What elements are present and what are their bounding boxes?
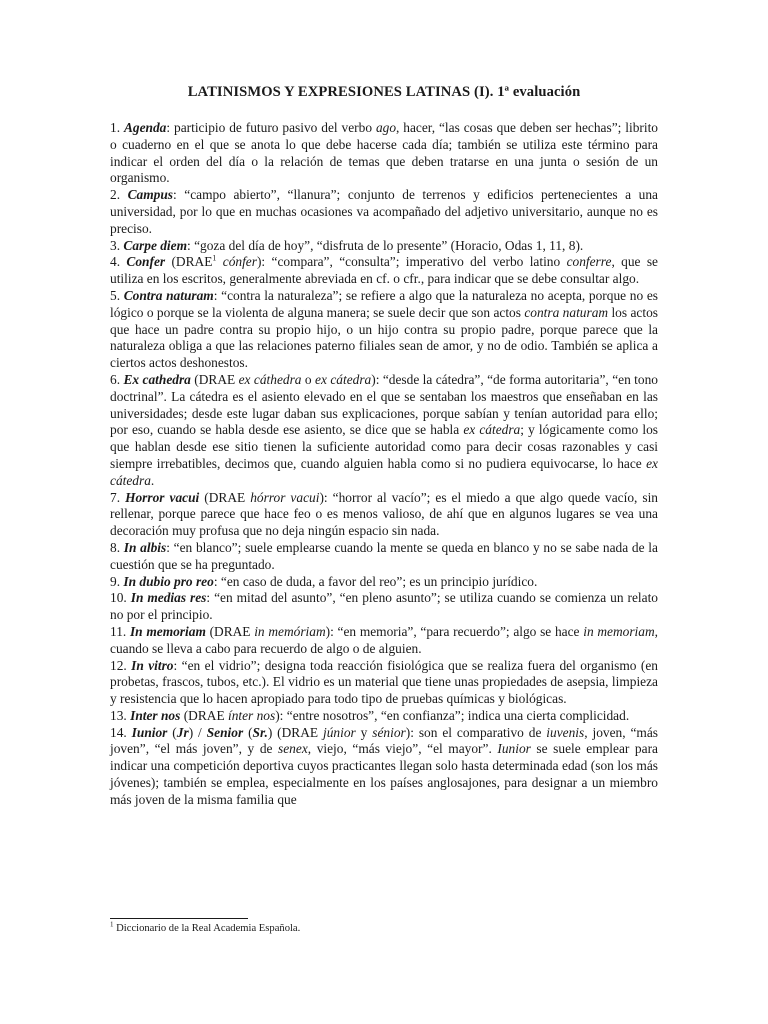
- entry-text: y: [355, 724, 373, 740]
- list-item: [110, 187, 658, 237]
- entry-text: : participio de futuro pasivo del verbo: [166, 120, 376, 135]
- term-bold: In albis: [123, 539, 167, 555]
- term-bold: Campus: [127, 187, 174, 203]
- list-item: [110, 238, 658, 255]
- term-italic: conferre: [566, 254, 612, 270]
- entry-text: : “goza del día de hoy”, “disfruta de lo presente” (Horacio, Odas 1, 11, 8).: [187, 237, 584, 253]
- entry-text: (DRAE: [165, 254, 213, 270]
- term-italic: júnior: [323, 724, 356, 740]
- entry-text: , joven, “más joven”, “el más joven”, y de: [110, 724, 659, 757]
- list-item: [110, 658, 658, 708]
- entry-number: 13.: [110, 707, 127, 723]
- term-italic: ago: [375, 120, 397, 135]
- term-italic: sénior: [372, 724, 406, 740]
- entry-text: : “en blanco”; suele emplearse cuando la mente se queda en blanco y no se sabe nada de la cuestión que se ha preguntado.: [110, 539, 658, 572]
- entry-text: (DRAE: [205, 623, 255, 639]
- term-italic: iuvenis: [546, 724, 585, 740]
- entry-text: ) /: [188, 724, 207, 740]
- entry-text: (: [243, 724, 253, 740]
- footnote-text: Diccionario de la Real Academia Española.: [113, 923, 301, 934]
- entry-number: 7.: [110, 489, 121, 505]
- entry-text: , cuando se lleva a cabo para recuerdo de algo o de alguien.: [110, 623, 658, 656]
- footnote-mark: 1: [110, 920, 114, 929]
- term-bold: Carpe diem: [123, 237, 188, 253]
- entry-text: se suele emplear para indicar una competición deportiva cuyos practicantes llegan solo hasta determinada edad (son los más jóvenes); también se emplea, especialmente en los países anglosajones, para designar a un miembro más joven de la misma familia que: [110, 741, 658, 807]
- entry-text: (DRAE: [190, 371, 239, 387]
- entry-number: 5.: [110, 287, 121, 303]
- term-bold: In dubio pro reo: [123, 573, 214, 589]
- list-item: [110, 288, 658, 372]
- term-bold: Senior: [206, 724, 244, 740]
- entry-number: 11.: [110, 623, 127, 639]
- entry-text: ): “horror al vacío”; es el miedo a que algo quede vacío, sin rellenar, porque parece que hace feo o es menos valioso, de ahí que en algunos lugares se vea una decoración muy profusa que no deja ningún espacio sin nada.: [110, 489, 658, 539]
- term-bold: Inter nos: [130, 707, 181, 723]
- entry-text: ): “compara”, “consulta”; imperativo del verbo latino: [256, 254, 567, 270]
- term-bold: In medias res: [130, 590, 207, 606]
- term-bold: In vitro: [131, 657, 174, 673]
- entry-number: 6.: [110, 371, 121, 387]
- entry-text: (DRAE: [199, 489, 251, 505]
- entry-number: 4.: [110, 254, 121, 270]
- footnote-ref: 1: [212, 253, 217, 263]
- entry-number: 10.: [110, 590, 127, 606]
- list-item: [110, 120, 658, 187]
- list-item: [110, 725, 658, 809]
- entry-number: 9.: [110, 573, 121, 589]
- entry-text: ) (DRAE: [267, 724, 323, 740]
- term-italic: cónfer: [222, 254, 257, 270]
- entry-text: .: [150, 472, 155, 488]
- entry-text: : “contra la naturaleza”; se refiere a algo que la naturaleza no acepta, porque no es lógico o porque se la violenta de alguna manera; se suele decir que son actos: [110, 287, 658, 320]
- term-bold: Confer: [126, 254, 166, 270]
- entry-text: : “en caso de duda, a favor del reo”; es un principio jurídico.: [213, 573, 538, 589]
- term-bold: Sr.: [252, 724, 268, 740]
- entry-number: 8.: [110, 539, 121, 555]
- list-item: [110, 254, 658, 288]
- footnote-divider: [110, 918, 248, 919]
- list-item: [110, 590, 658, 624]
- term-italic: ex cátedra: [110, 455, 658, 488]
- entry-text: los actos que hace un padre contra su propio hijo, o un hijo contra su propio padre, porque parece que la naturaleza obliga a que las relaciones paterno filiales sean de amor, y no de odio. También se aplica a ciertos actos deshonestos.: [110, 304, 658, 371]
- entry-number: 1.: [110, 120, 121, 135]
- term-italic: ex cátedra: [463, 422, 521, 438]
- term-bold: Iunior: [131, 724, 168, 740]
- entry-text: (: [167, 724, 177, 740]
- entry-number: 3.: [110, 237, 121, 253]
- entry-text: ): “desde la cátedra”, “de forma autoritaria”, “en tono doctrinal”. La cátedra es el asiento elevado en el que se sentaban los maestros que enseñaban en las universidades; desde este lugar daban sus explicaciones, porque sabían y tenían autoridad para ello; por eso, cuando se habla desde ese asiento, se dice que se habla: [110, 371, 658, 438]
- term-bold: Agenda: [123, 120, 167, 135]
- term-italic: Iunior: [497, 741, 531, 757]
- term-italic: hórror vacui: [250, 489, 320, 505]
- term-italic: in memoriam: [583, 623, 655, 639]
- term-bold: Jr: [176, 724, 189, 740]
- footnote: [110, 922, 300, 935]
- list-item: [110, 624, 658, 658]
- entry-text: ): son el comparativo de: [405, 724, 547, 740]
- entry-text: : “en el vidrio”; designa toda reacción fisiológica que se realiza fuera del organismo (en probetas, frascos, tubos, etc.). El vidrio es un material que tiene unas propiedades de asepsia, limpieza y resistencia que lo hacen apropiado para todo tipo de pruebas químicas y biológicas.: [110, 657, 658, 707]
- page-title: LATINISMOS Y EXPRESIONES LATINAS (I). 1ª evaluación: [187, 84, 581, 100]
- term-italic: senex: [278, 741, 308, 757]
- entry-text: (DRAE: [180, 707, 228, 723]
- entry-text: : “campo abierto”, “llanura”; conjunto de terrenos y edificios pertenecientes a una universidad, por lo que en muchas ocasiones va acompañado del adjetivo universitario, aunque no es preciso.: [110, 187, 658, 236]
- term-italic: ínter nos: [227, 707, 276, 723]
- list-item: [110, 540, 658, 574]
- entry-text: , hacer, “las cosas que deben ser hechas”; librito o cuaderno en el que se anota lo que debe hacerse cada día; también se utiliza este término para indicar el orden del día o la relación de temas que deben tratarse en una junta o sesión de un organismo.: [110, 120, 658, 186]
- term-bold: Contra naturam: [123, 287, 214, 303]
- term-italic: contra naturam: [524, 304, 609, 320]
- term-italic: ex cátedra: [315, 371, 372, 387]
- list-item: [110, 372, 658, 490]
- entry-number: 14.: [110, 724, 127, 740]
- entry-text: : “en mitad del asunto”, “en pleno asunto”; se utiliza cuando se comienza un relato no por el principio.: [110, 590, 658, 623]
- list-item: [110, 574, 658, 591]
- term-bold: Horror vacui: [125, 489, 200, 505]
- entry-number: 2.: [110, 187, 121, 203]
- term-italic: in memóriam: [254, 623, 326, 639]
- entry-text: ; y lógicamente como los que hablan desde ese sitio tienen la suficiente autoridad como para decir cosas razonables y casi siempre irrebatibles, decimos que, cuando alguien habla como si no pudiera equivocarse, lo hace: [110, 422, 658, 471]
- term-italic: ex cáthedra: [238, 371, 302, 387]
- entry-text: , viejo, “más viejo”, “el mayor”.: [307, 741, 498, 757]
- entry-text: ): “en memoria”, “para recuerdo”; algo se hace: [325, 623, 584, 639]
- entry-text: o: [301, 371, 316, 387]
- term-bold: In memoriam: [129, 623, 206, 639]
- entries-list: [110, 120, 658, 809]
- term-bold: Ex cathedra: [123, 371, 191, 387]
- entry-number: 12.: [110, 657, 127, 673]
- entry-text: ): “entre nosotros”, “en confianza”; indica una cierta complicidad.: [275, 707, 630, 723]
- entry-text: , que se utiliza en los escritos, generalmente abreviada en cf. o cfr., para indicar que se debe consultar algo.: [110, 254, 658, 287]
- list-item: [110, 490, 658, 540]
- list-item: [110, 708, 658, 725]
